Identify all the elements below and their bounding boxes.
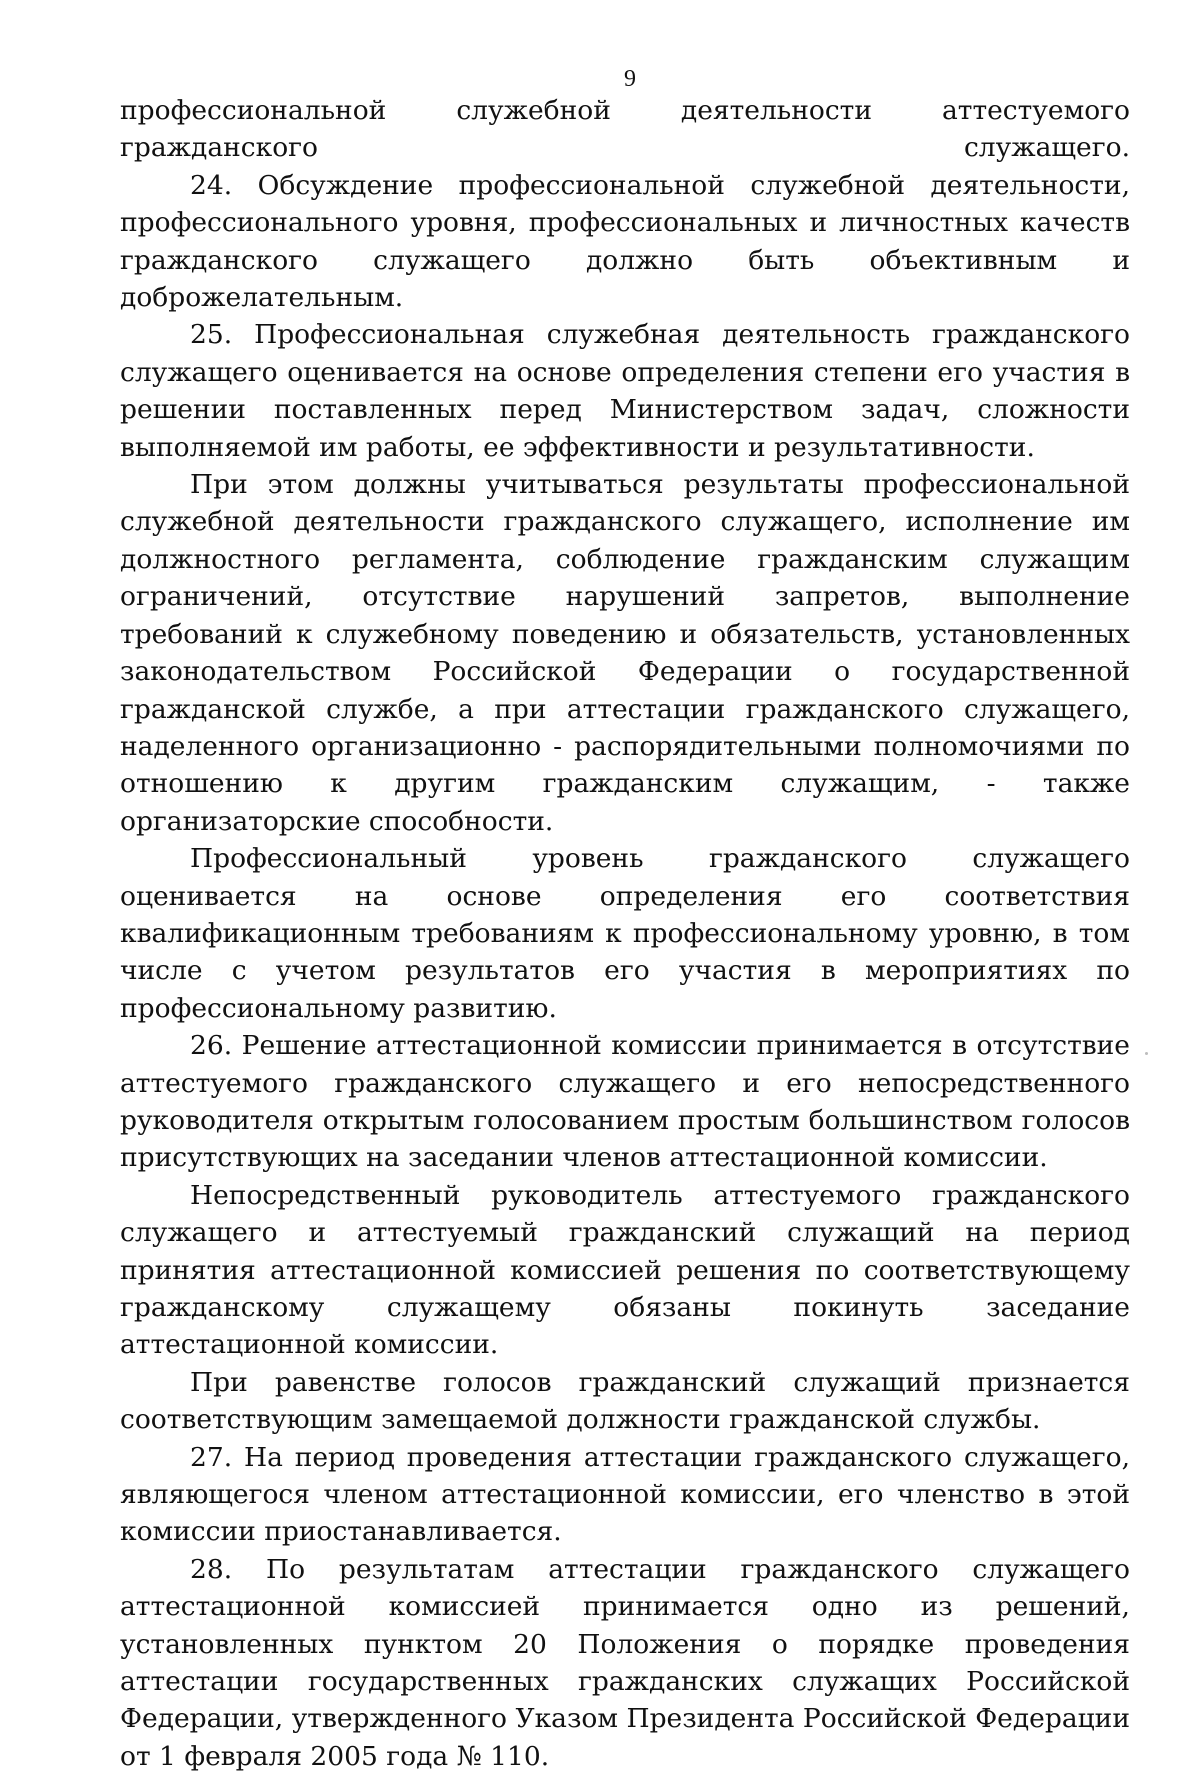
- paragraph-item-27: 27. На период проведения аттестации гражданского служащего, являющегося членом аттестационной комиссии, его членство в этой комиссии приостанавливается.: [120, 1441, 1130, 1548]
- paragraph-item-28: 28. По результатам аттестации гражданского служащего аттестационной комиссией принимается одно из решений, установленных пунктом 20 Положения о порядке проведения аттестации государственных гражданских служащих Российской Федерации, утвержденного Указом Президента Российской Федерации от 1 февраля 2005 года № 110.: [120, 1553, 1130, 1772]
- paragraph-equal-votes: При равенстве голосов гражданский служащий признается соответствующим замещаемой должности гражданской службы.: [120, 1366, 1130, 1436]
- paragraph-leave-meeting: Непосредственный руководитель аттестуемого гражданского служащего и аттестуемый гражданский служащий на период принятия аттестационной комиссией решения по соответствующему гражданскому служащему обязаны покинуть заседание аттестационной комиссии.: [120, 1179, 1130, 1361]
- page-number: 9: [624, 66, 636, 92]
- document-body: [120, 92, 1130, 1775]
- paragraph-item-26: 26. Решение аттестационной комиссии принимается в отсутствие аттестуемого гражданского служащего и его непосредственного руководителя открытым голосованием простым большинством голосов присутствующих на заседании членов аттестационной комиссии.: [120, 1030, 1130, 1174]
- paragraph-continuation: профессиональной служебной деятельности аттестуемого гражданского служащего.: [120, 95, 1130, 164]
- paragraph-item-24: 24. Обсуждение профессиональной служебной деятельности, профессионального уровня, профессиональных и личностных качеств гражданского служащего должно быть объективным и доброжелательным.: [120, 169, 1130, 314]
- scan-dot-mark: [1145, 1052, 1148, 1055]
- paragraph-professional-level: Профессиональный уровень гражданского служащего оценивается на основе определения его соответствия квалификационным требованиям к профессиональному уровню, в том числе с учетом результатов его участия в мероприятиях по профессиональному развитию.: [120, 843, 1130, 1024]
- paragraph-evaluation-factors: При этом должны учитываться результаты профессиональной служебной деятельности гражданского служащего, исполнение им должностного регламента, соблюдение гражданским служащим ограничений, отсутствие нарушений запретов, выполнение требований к служебному поведению и обязательств, установленных законодательством Российской Федерации о государственной гражданской службе, а при аттестации гражданского служащего, наделенного организационно - распорядительными полномочиями по отношению к другим гражданским служащим, - также организаторские способности.: [120, 469, 1130, 837]
- paragraph-item-25: 25. Профессиональная служебная деятельность гражданского служащего оценивается на основе определения степени его участия в решении поставленных перед Министерством задач, сложности выполняемой им работы, ее эффективности и результативности.: [120, 319, 1130, 463]
